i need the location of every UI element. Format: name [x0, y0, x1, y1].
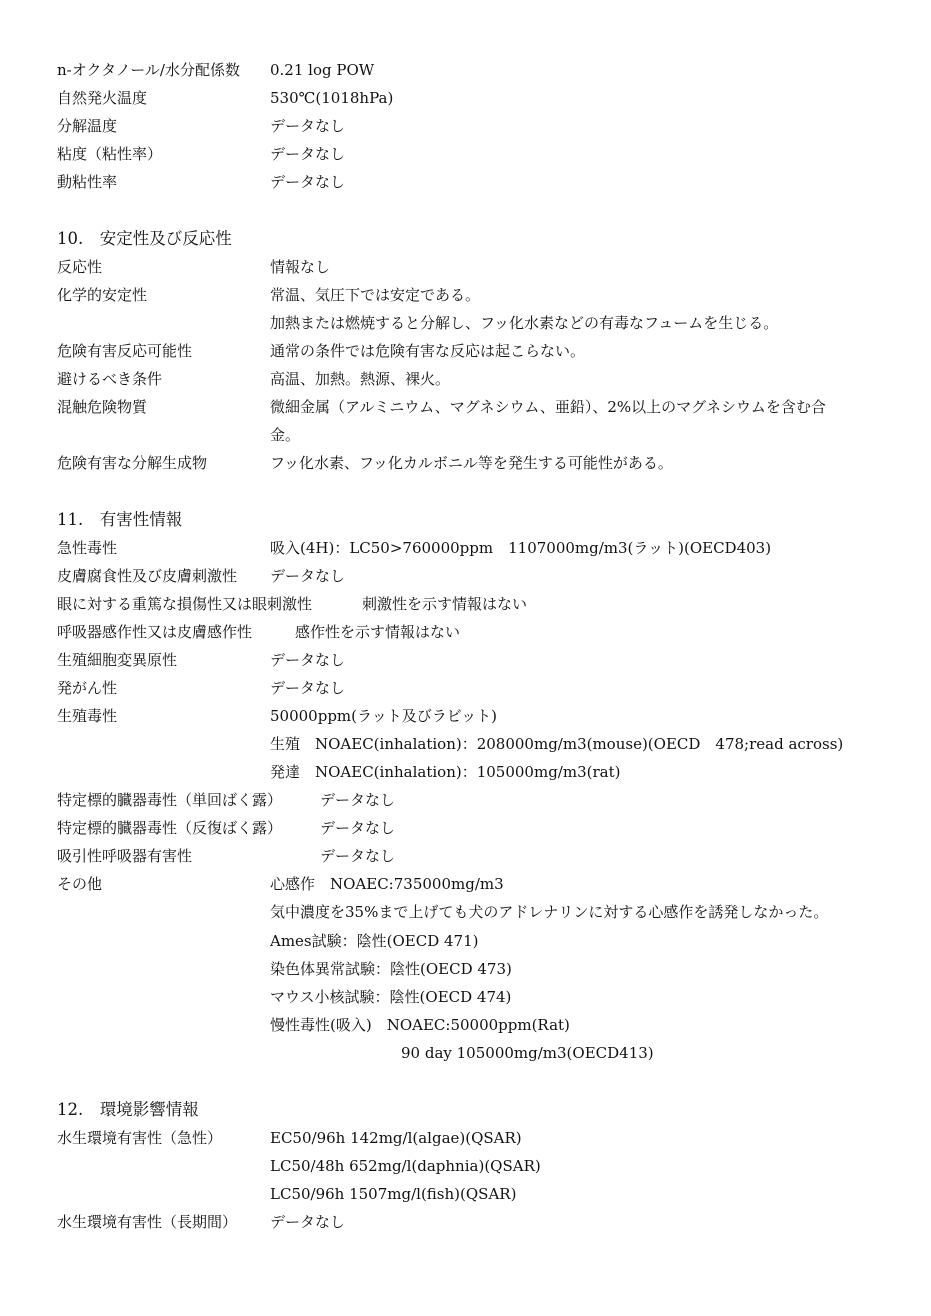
decomposition-products-label: 危険有害な分解生成物 [57, 454, 208, 472]
section-10-heading: 10. 安定性及び反応性 [57, 229, 232, 248]
partition-coefficient-label: n-オクタノール/水分配係数 [57, 61, 240, 79]
skin-corrosion-value: データなし [270, 567, 346, 585]
partition-coefficient-value: 0.21 log POW [270, 61, 375, 79]
autoignition-label: 自然発火温度 [57, 89, 148, 107]
sensitization-label: 呼吸器感作性又は皮膚感作性 [57, 623, 253, 641]
eye-damage-value: 刺激性を示す情報はない [362, 595, 528, 613]
other-chromosome-test: 染色体異常試験：陰性(OECD 473) [270, 960, 512, 978]
reproductive-toxicity-value: 50000ppm(ラット及びラビット) [270, 707, 497, 725]
reactivity-value: 情報なし [270, 258, 331, 276]
reproductive-toxicity-label: 生殖毒性 [57, 707, 118, 725]
reproductive-toxicity-fertility: 生殖 NOAEC(inhalation)：208000mg/m3(mouse)(OECD 478;read across) [270, 735, 844, 753]
acute-toxicity-value: 吸入(4H)：LC50>760000ppm 1107000mg/m3(ラット)(OECD403) [270, 539, 772, 557]
autoignition-value: 530℃(1018hPa) [270, 89, 394, 107]
viscosity-label: 粘度（粘性率） [57, 145, 163, 163]
decomposition-products-value: フッ化水素、フッ化カルボニル等を発生する可能性がある。 [270, 454, 673, 472]
chemical-stability-value: 常温、気圧下では安定である。 [270, 286, 481, 304]
kinematic-viscosity-value: データなし [270, 173, 346, 191]
chemical-stability-label: 化学的安定性 [57, 286, 148, 304]
incompatible-materials-value: 微細金属（アルミニウム、マグネシウム、亜鉛）、2%以上のマグネシウムを含む合 [270, 398, 826, 416]
hazardous-reactions-label: 危険有害反応可能性 [57, 342, 193, 360]
other-ames-test: Ames試験：陰性(OECD 471) [270, 932, 479, 950]
reactivity-label: 反応性 [57, 258, 103, 276]
aspiration-hazard-value: データなし [320, 847, 396, 865]
germ-cell-mutagenicity-value: データなし [270, 651, 346, 669]
stot-repeated-label: 特定標的臓器毒性（反復ばく露） [57, 819, 283, 837]
reproductive-toxicity-development: 発達 NOAEC(inhalation)：105000mg/m3(rat) [270, 763, 621, 781]
aquatic-acute-daphnia: LC50/48h 652mg/l(daphnia)(QSAR) [270, 1157, 541, 1175]
other-cardiac-sensitization: 心感作 NOAEC:735000mg/m3 [270, 875, 504, 893]
aquatic-acute-label: 水生環境有害性（急性） [57, 1129, 223, 1147]
carcinogenicity-value: データなし [270, 679, 346, 697]
stot-single-value: データなし [320, 791, 396, 809]
acute-toxicity-label: 急性毒性 [57, 539, 118, 557]
stot-single-label: 特定標的臓器毒性（単回ばく露） [57, 791, 283, 809]
other-toxicity-label: その他 [57, 875, 103, 893]
incompatible-materials-value-2: 金。 [270, 426, 301, 444]
other-micronucleus-test: マウス小核試験：陰性(OECD 474) [270, 988, 512, 1006]
aquatic-acute-fish: LC50/96h 1507mg/l(fish)(QSAR) [270, 1185, 517, 1203]
eye-damage-label: 眼に対する重篤な損傷性又は眼刺激性 [57, 595, 313, 613]
kinematic-viscosity-label: 動粘性率 [57, 173, 118, 191]
other-cardiac-note: 気中濃度を35%まで上げても犬のアドレナリンに対する心感作を誘発しなかった。 [270, 903, 829, 921]
carcinogenicity-label: 発がん性 [57, 679, 118, 697]
section-11-heading: 11. 有害性情報 [57, 510, 183, 529]
stot-repeated-value: データなし [320, 819, 396, 837]
skin-corrosion-label: 皮膚腐食性及び皮膚刺激性 [57, 567, 238, 585]
other-chronic-toxicity: 慢性毒性(吸入) NOAEC:50000ppm(Rat) [270, 1016, 570, 1034]
incompatible-materials-label: 混触危険物質 [57, 398, 148, 416]
aquatic-chronic-label: 水生環境有害性（長期間） [57, 1213, 238, 1231]
aquatic-chronic-value: データなし [270, 1213, 346, 1231]
section-12-heading: 12. 環境影響情報 [57, 1100, 199, 1119]
aspiration-hazard-label: 吸引性呼吸器有害性 [57, 847, 193, 865]
germ-cell-mutagenicity-label: 生殖細胞変異原性 [57, 651, 178, 669]
chemical-stability-value-2: 加熱または燃焼すると分解し、フッ化水素などの有毒なフュームを生じる。 [270, 314, 779, 332]
aquatic-acute-algae: EC50/96h 142mg/l(algae)(QSAR) [270, 1129, 522, 1147]
sensitization-value: 感作性を示す情報はない [295, 623, 461, 641]
conditions-to-avoid-value: 高温、加熱。熱源、裸火。 [270, 370, 451, 388]
viscosity-value: データなし [270, 145, 346, 163]
hazardous-reactions-value: 通常の条件では危険有害な反応は起こらない。 [270, 342, 586, 360]
other-chronic-toxicity-90day: 90 day 105000mg/m3(OECD413) [401, 1044, 654, 1062]
decomposition-temp-value: データなし [270, 117, 346, 135]
decomposition-temp-label: 分解温度 [57, 117, 118, 135]
conditions-to-avoid-label: 避けるべき条件 [57, 370, 163, 388]
